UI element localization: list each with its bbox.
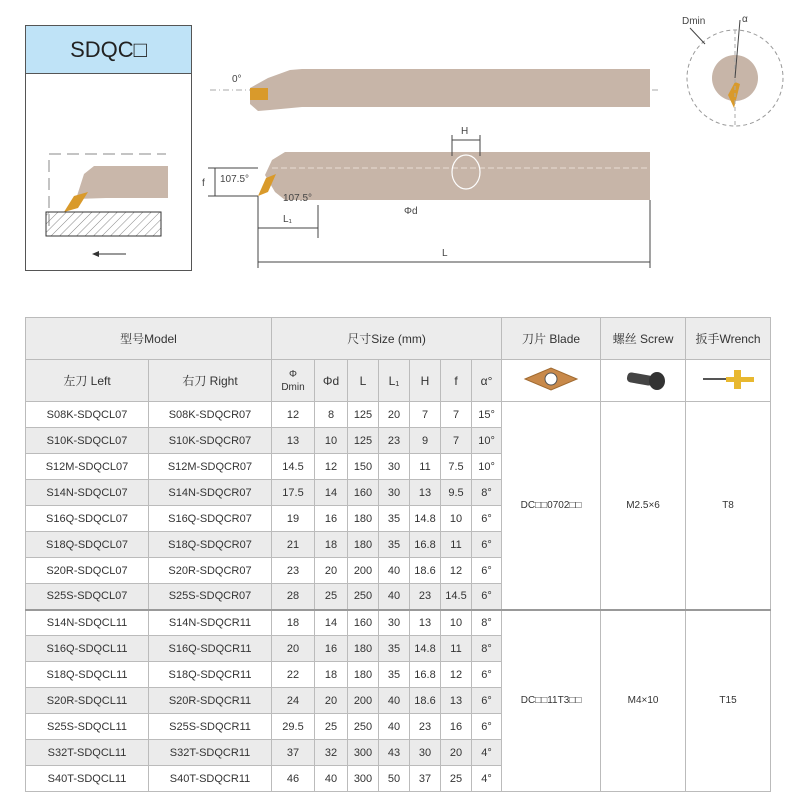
left-model-cell: S16Q-SDQCL11 — [26, 636, 149, 662]
size-cell: 7 — [441, 428, 472, 454]
size-cell: 6° — [472, 714, 502, 740]
angle-107-label-2: 107.5° — [283, 193, 313, 204]
dmin-label: Dmin — [682, 16, 706, 27]
size-cell: 30 — [379, 454, 410, 480]
col-header: H — [410, 360, 441, 402]
right-model-cell: S40T-SDQCR11 — [149, 766, 272, 792]
model-header: 型号Model — [26, 318, 272, 360]
blade-spec-cell: DC□□11T3□□ — [502, 610, 601, 792]
size-cell: 9 — [410, 428, 441, 454]
size-cell: 21 — [272, 532, 315, 558]
wrench-header: 扳手Wrench — [686, 318, 771, 360]
size-cell: 18.6 — [410, 688, 441, 714]
size-cell: 300 — [348, 766, 379, 792]
left-model-cell: S25S-SDQCL07 — [26, 584, 149, 610]
l1-label: L₁ — [283, 214, 292, 225]
size-cell: 37 — [410, 766, 441, 792]
size-cell: 18.6 — [410, 558, 441, 584]
right-model-cell: S18Q-SDQCR07 — [149, 532, 272, 558]
right-model-cell: S25S-SDQCR07 — [149, 584, 272, 610]
size-cell: 14 — [315, 610, 348, 636]
size-cell: 11 — [441, 636, 472, 662]
size-cell: 180 — [348, 636, 379, 662]
angle-107-label-1: 107.5° — [220, 174, 250, 185]
size-header: 尺寸Size (mm) — [272, 318, 502, 360]
size-cell: 10 — [441, 506, 472, 532]
size-cell: 30 — [379, 480, 410, 506]
wrench-spec-cell: T15 — [686, 610, 771, 792]
size-cell: 30 — [410, 740, 441, 766]
size-cell: 6° — [472, 662, 502, 688]
size-cell: 16 — [315, 636, 348, 662]
size-cell: 11 — [441, 532, 472, 558]
left-model-cell: S18Q-SDQCL11 — [26, 662, 149, 688]
size-cell: 8° — [472, 636, 502, 662]
size-cell: 25 — [315, 714, 348, 740]
wrench-image — [686, 360, 771, 402]
col-header: f — [441, 360, 472, 402]
right-model-cell: S20R-SDQCR11 — [149, 688, 272, 714]
size-cell: 10° — [472, 454, 502, 480]
left-model-cell: S32T-SDQCL11 — [26, 740, 149, 766]
right-model-cell: S32T-SDQCR11 — [149, 740, 272, 766]
size-cell: 20 — [272, 636, 315, 662]
size-cell: 14 — [315, 480, 348, 506]
size-cell: 8 — [315, 402, 348, 428]
size-cell: 6° — [472, 688, 502, 714]
insert-top — [250, 88, 268, 100]
size-cell: 40 — [379, 688, 410, 714]
model-title: SDQC□ — [26, 26, 191, 74]
size-cell: 200 — [348, 688, 379, 714]
size-cell: 37 — [272, 740, 315, 766]
size-cell: 200 — [348, 558, 379, 584]
size-cell: 18 — [315, 662, 348, 688]
size-cell: 20 — [315, 558, 348, 584]
torx-wrench-icon — [698, 365, 758, 393]
right-model-cell: S10K-SDQCR07 — [149, 428, 272, 454]
h-label: H — [461, 126, 469, 137]
right-model-cell: S08K-SDQCR07 — [149, 402, 272, 428]
size-cell: 250 — [348, 714, 379, 740]
size-cell: 10 — [315, 428, 348, 454]
size-cell: 28 — [272, 584, 315, 610]
size-cell: 25 — [441, 766, 472, 792]
size-cell: 32 — [315, 740, 348, 766]
right-model-cell: S14N-SDQCR07 — [149, 480, 272, 506]
size-cell: 14.8 — [410, 506, 441, 532]
left-model-cell: S16Q-SDQCL07 — [26, 506, 149, 532]
boring-bar-top-view — [250, 69, 650, 111]
left-model-cell: S18Q-SDQCL07 — [26, 532, 149, 558]
left-model-cell: S20R-SDQCL07 — [26, 558, 149, 584]
tool-dimension-drawing — [0, 0, 800, 300]
size-cell: 18 — [272, 610, 315, 636]
left-model-cell: S14N-SDQCL07 — [26, 480, 149, 506]
size-cell: 9.5 — [441, 480, 472, 506]
size-cell: 16 — [315, 506, 348, 532]
right-header: 右刀 Right — [149, 360, 272, 402]
left-model-cell: S25S-SDQCL11 — [26, 714, 149, 740]
table-row — [26, 402, 771, 428]
size-cell: 15° — [472, 402, 502, 428]
size-cell: 13 — [272, 428, 315, 454]
size-cell: 40 — [379, 714, 410, 740]
wrench-spec-cell: T8 — [686, 402, 771, 610]
size-cell: 300 — [348, 740, 379, 766]
size-cell: 20 — [315, 688, 348, 714]
size-cell: 30 — [379, 610, 410, 636]
size-cell: 13 — [410, 480, 441, 506]
size-cell: 25 — [315, 584, 348, 610]
size-cell: 8° — [472, 480, 502, 506]
col-header: α° — [472, 360, 502, 402]
size-cell: 13 — [441, 688, 472, 714]
size-cell: 14.5 — [441, 584, 472, 610]
size-cell: 22 — [272, 662, 315, 688]
col-header: Φd — [315, 360, 348, 402]
size-cell: 19 — [272, 506, 315, 532]
blade-spec-cell: DC□□0702□□ — [502, 402, 601, 610]
size-cell: 35 — [379, 532, 410, 558]
torx-screw-icon — [613, 365, 673, 393]
size-cell: 35 — [379, 662, 410, 688]
size-cell: 13 — [410, 610, 441, 636]
size-cell: 12 — [441, 558, 472, 584]
size-cell: 6° — [472, 584, 502, 610]
size-cell: 50 — [379, 766, 410, 792]
size-cell: 10 — [441, 610, 472, 636]
right-model-cell: S20R-SDQCR07 — [149, 558, 272, 584]
size-cell: 40 — [315, 766, 348, 792]
size-cell: 6° — [472, 558, 502, 584]
size-cell: 160 — [348, 480, 379, 506]
size-cell: 125 — [348, 402, 379, 428]
size-cell: 16 — [441, 714, 472, 740]
size-cell: 150 — [348, 454, 379, 480]
size-cell: 35 — [379, 506, 410, 532]
phi-d-label: Φd — [404, 206, 418, 217]
right-model-cell: S18Q-SDQCR11 — [149, 662, 272, 688]
insert-blade-icon — [521, 365, 581, 393]
col-header: L₁ — [379, 360, 410, 402]
size-cell: 7.5 — [441, 454, 472, 480]
size-cell: 23 — [410, 584, 441, 610]
screw-spec-cell: M2.5×6 — [601, 402, 686, 610]
f-label: f — [202, 178, 205, 189]
size-cell: 12 — [441, 662, 472, 688]
l-label: L — [442, 248, 448, 259]
size-cell: 12 — [272, 402, 315, 428]
left-model-cell: S12M-SDQCL07 — [26, 454, 149, 480]
right-model-cell: S16Q-SDQCR07 — [149, 506, 272, 532]
dmin-header — [272, 360, 315, 402]
size-cell: 35 — [379, 636, 410, 662]
size-cell: 6° — [472, 532, 502, 558]
dmin-header-symbol: Φ — [289, 368, 297, 380]
alpha-label: α — [742, 14, 748, 25]
size-cell: 180 — [348, 506, 379, 532]
size-cell: 250 — [348, 584, 379, 610]
screw-image — [601, 360, 686, 402]
size-cell: 14.5 — [272, 454, 315, 480]
size-cell: 12 — [315, 454, 348, 480]
size-cell: 160 — [348, 610, 379, 636]
left-header: 左刀 Left — [26, 360, 149, 402]
size-cell: 7 — [441, 402, 472, 428]
right-model-cell: S25S-SDQCR11 — [149, 714, 272, 740]
size-cell: 40 — [379, 558, 410, 584]
screw-spec-cell: M4×10 — [601, 610, 686, 792]
blade-image — [502, 360, 601, 402]
size-cell: 17.5 — [272, 480, 315, 506]
size-cell: 6° — [472, 506, 502, 532]
table-row — [26, 610, 771, 636]
size-cell: 11 — [410, 454, 441, 480]
angle-zero-label: 0° — [232, 74, 242, 85]
size-cell: 43 — [379, 740, 410, 766]
left-model-cell: S08K-SDQCL07 — [26, 402, 149, 428]
size-cell: 24 — [272, 688, 315, 714]
size-cell: 20 — [441, 740, 472, 766]
size-cell: 4° — [472, 766, 502, 792]
size-cell: 46 — [272, 766, 315, 792]
size-cell: 16.8 — [410, 532, 441, 558]
size-cell: 14.8 — [410, 636, 441, 662]
left-model-cell: S14N-SDQCL11 — [26, 610, 149, 636]
left-model-cell: S20R-SDQCL11 — [26, 688, 149, 714]
size-cell: 20 — [379, 402, 410, 428]
col-header: L — [348, 360, 379, 402]
dmin-header-label: Dmin — [281, 381, 305, 393]
right-model-cell: S16Q-SDQCR11 — [149, 636, 272, 662]
size-cell: 16.8 — [410, 662, 441, 688]
size-cell: 40 — [379, 584, 410, 610]
right-model-cell: S12M-SDQCR07 — [149, 454, 272, 480]
size-cell: 18 — [315, 532, 348, 558]
size-cell: 8° — [472, 610, 502, 636]
right-model-cell: S14N-SDQCR11 — [149, 610, 272, 636]
size-cell: 180 — [348, 532, 379, 558]
size-cell: 23 — [410, 714, 441, 740]
left-model-cell: S40T-SDQCL11 — [26, 766, 149, 792]
size-cell: 4° — [472, 740, 502, 766]
size-cell: 10° — [472, 428, 502, 454]
left-model-cell: S10K-SDQCL07 — [26, 428, 149, 454]
size-cell: 125 — [348, 428, 379, 454]
size-cell: 23 — [379, 428, 410, 454]
size-cell: 29.5 — [272, 714, 315, 740]
size-cell: 23 — [272, 558, 315, 584]
size-cell: 180 — [348, 662, 379, 688]
size-cell: 7 — [410, 402, 441, 428]
blade-header: 刀片 Blade — [502, 318, 601, 360]
spec-table — [25, 317, 771, 792]
screw-header: 螺丝 Screw — [601, 318, 686, 360]
